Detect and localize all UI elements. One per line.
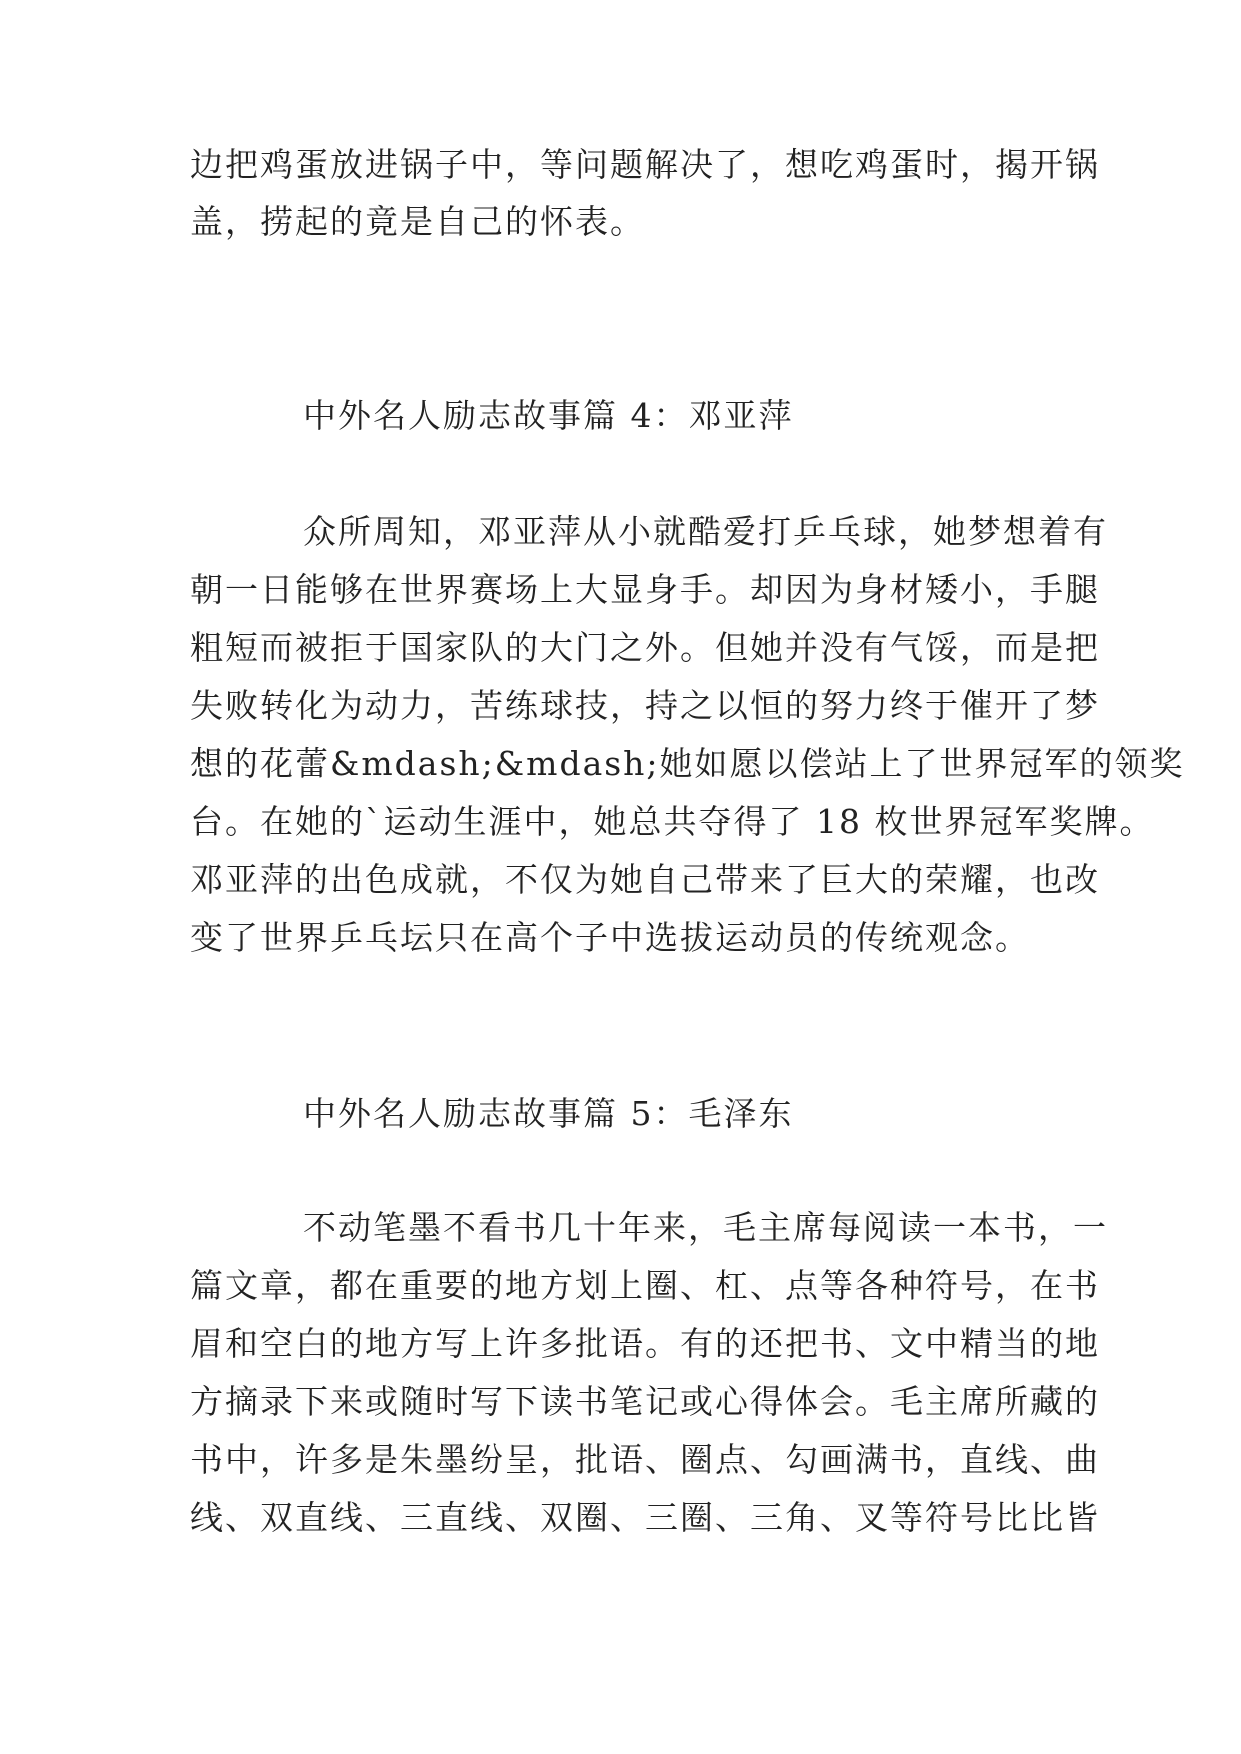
section-heading: 中外名人励志故事篇 4：邓亚萍 — [303, 396, 794, 435]
paragraph-line: 朝一日能够在世界赛场上大显身手。却因为身材矮小，手腿 — [190, 570, 1100, 609]
paragraph-line: 篇文章，都在重要的地方划上圈、杠、点等各种符号，在书 — [190, 1266, 1100, 1305]
paragraph-line: 线、双直线、三直线、双圈、三圈、三角、叉等符号比比皆 — [190, 1498, 1100, 1537]
paragraph-line: 邓亚萍的出色成就，不仅为她自己带来了巨大的荣耀，也改 — [190, 860, 1100, 899]
paragraph-line: 想的花蕾&mdash;&mdash;她如愿以偿站上了世界冠军的领奖 — [190, 744, 1185, 783]
section-heading: 中外名人励志故事篇 5：毛泽东 — [303, 1094, 794, 1133]
paragraph-line: 粗短而被拒于国家队的大门之外。但她并没有气馁，而是把 — [190, 628, 1100, 667]
paragraph-line: 书中，许多是朱墨纷呈，批语、圈点、勾画满书，直线、曲 — [190, 1440, 1100, 1479]
paragraph-line: 失败转化为动力，苦练球技，持之以恒的努力终于催开了梦 — [190, 686, 1100, 725]
paragraph-line: 盖，捞起的竟是自己的怀表。 — [190, 202, 645, 241]
paragraph-line: 不动笔墨不看书几十年来，毛主席每阅读一本书，一 — [303, 1208, 1108, 1247]
paragraph-line: 眉和空白的地方写上许多批语。有的还把书、文中精当的地 — [190, 1324, 1100, 1363]
paragraph-line: 众所周知，邓亚萍从小就酷爱打乒乓球，她梦想着有 — [303, 512, 1108, 551]
paragraph-line: 变了世界乒乓坛只在高个子中选拔运动员的传统观念。 — [190, 918, 1030, 957]
paragraph-line: 台。在她的`运动生涯中，她总共夺得了 18 枚世界冠军奖牌。 — [190, 802, 1155, 841]
paragraph-line: 方摘录下来或随时写下读书笔记或心得体会。毛主席所藏的 — [190, 1382, 1100, 1421]
paragraph-line: 边把鸡蛋放进锅子中，等问题解决了，想吃鸡蛋时，揭开锅 — [190, 145, 1100, 184]
